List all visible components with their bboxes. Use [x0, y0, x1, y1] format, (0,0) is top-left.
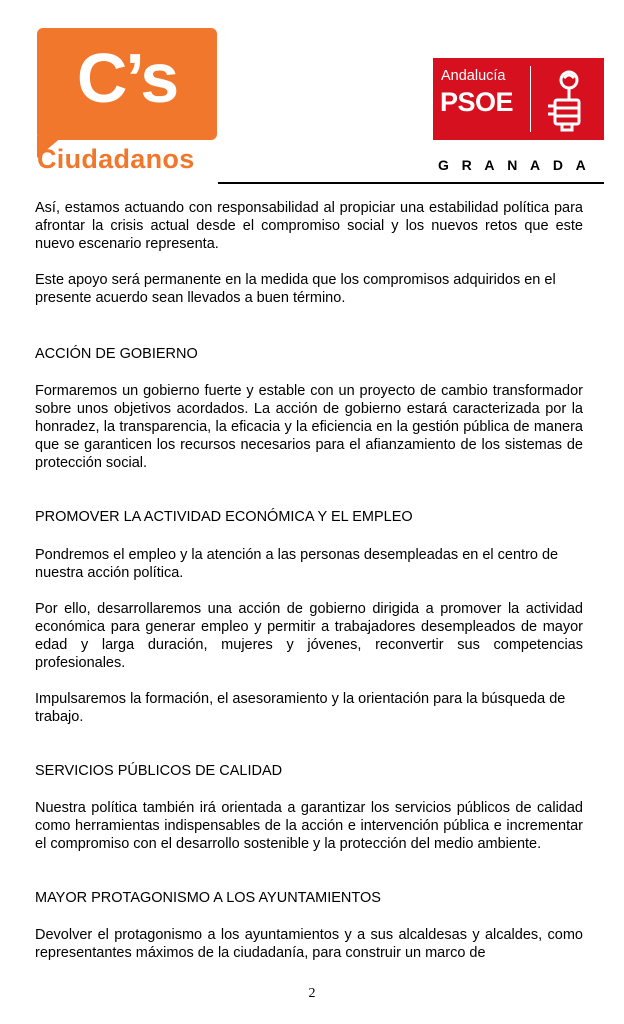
psoe-logo-region: Andalucía [441, 68, 506, 84]
page-number: 2 [308, 986, 316, 1001]
header-rule [218, 182, 604, 184]
ciudadanos-logo [37, 28, 219, 174]
section-heading: MAYOR PROTAGONISMO A LOS AYUNTAMIENTOS [35, 890, 381, 906]
ciudadanos-logo-mark: C’s [76, 39, 178, 117]
psoe-logo-divider [530, 66, 531, 132]
paragraph: Nuestra política también irá orientada a garantizar los servicios públicos de calidad como herramientas indispensables de la acción e intervención pública e incrementar el compromiso con el desarrollo sostenible y la protección del medio ambiente. [35, 800, 583, 852]
paragraph: Formaremos un gobierno fuerte y estable con un proyecto de cambio transformador sobre unos objetivos acordados. La acción de gobierno estará caracterizada por la honradez, la transparencia, la eficacia y la eficiencia en la gestión pública de manera que se garanticen los recursos necesarios para el afianzamiento de los sistemas de protección social. [35, 383, 583, 471]
paragraph: Pondremos el empleo y la atención a las personas desempleadas en el centro de nuestra acción política. [35, 547, 559, 581]
section-heading: PROMOVER LA ACTIVIDAD ECONÓMICA Y EL EMPLEO [35, 509, 413, 525]
paragraph: Devolver el protagonismo a los ayuntamientos y a sus alcaldesas y alcaldes, como representantes máximos de la ciudadanía, para construir un marco de [35, 927, 583, 961]
section-heading: ACCIÓN DE GOBIERNO [35, 346, 198, 362]
ciudadanos-logo-name: Ciudadanos [37, 144, 195, 174]
section-heading: SERVICIOS PÚBLICOS DE CALIDAD [35, 763, 283, 779]
psoe-logo-place: GRANADA [438, 157, 599, 173]
paragraph: Este apoyo será permanente en la medida que los compromisos adquiridos en el presente acuerdo sean llevados a buen término. [35, 272, 556, 306]
paragraph: Así, estamos actuando con responsabilidad al propiciar una estabilidad política para afrontar la crisis actual desde el compromiso social y los nuevos retos que este nuevo escenario representa. [35, 200, 583, 252]
psoe-logo [433, 58, 604, 140]
fist-and-rose-icon [538, 66, 596, 132]
psoe-logo-name: PSOE [440, 87, 514, 117]
document-body [35, 199, 583, 962]
paragraph: Impulsaremos la formación, el asesoramiento y la orientación para la búsqueda de trabajo. [35, 691, 566, 725]
paragraph: Por ello, desarrollaremos una acción de gobierno dirigida a promover la actividad económica para generar empleo y permitir a trabajadores desempleados de mayor edad y larga duración, mujeres y jóvenes, reconvertir sus competencias profesionales. [35, 601, 583, 671]
